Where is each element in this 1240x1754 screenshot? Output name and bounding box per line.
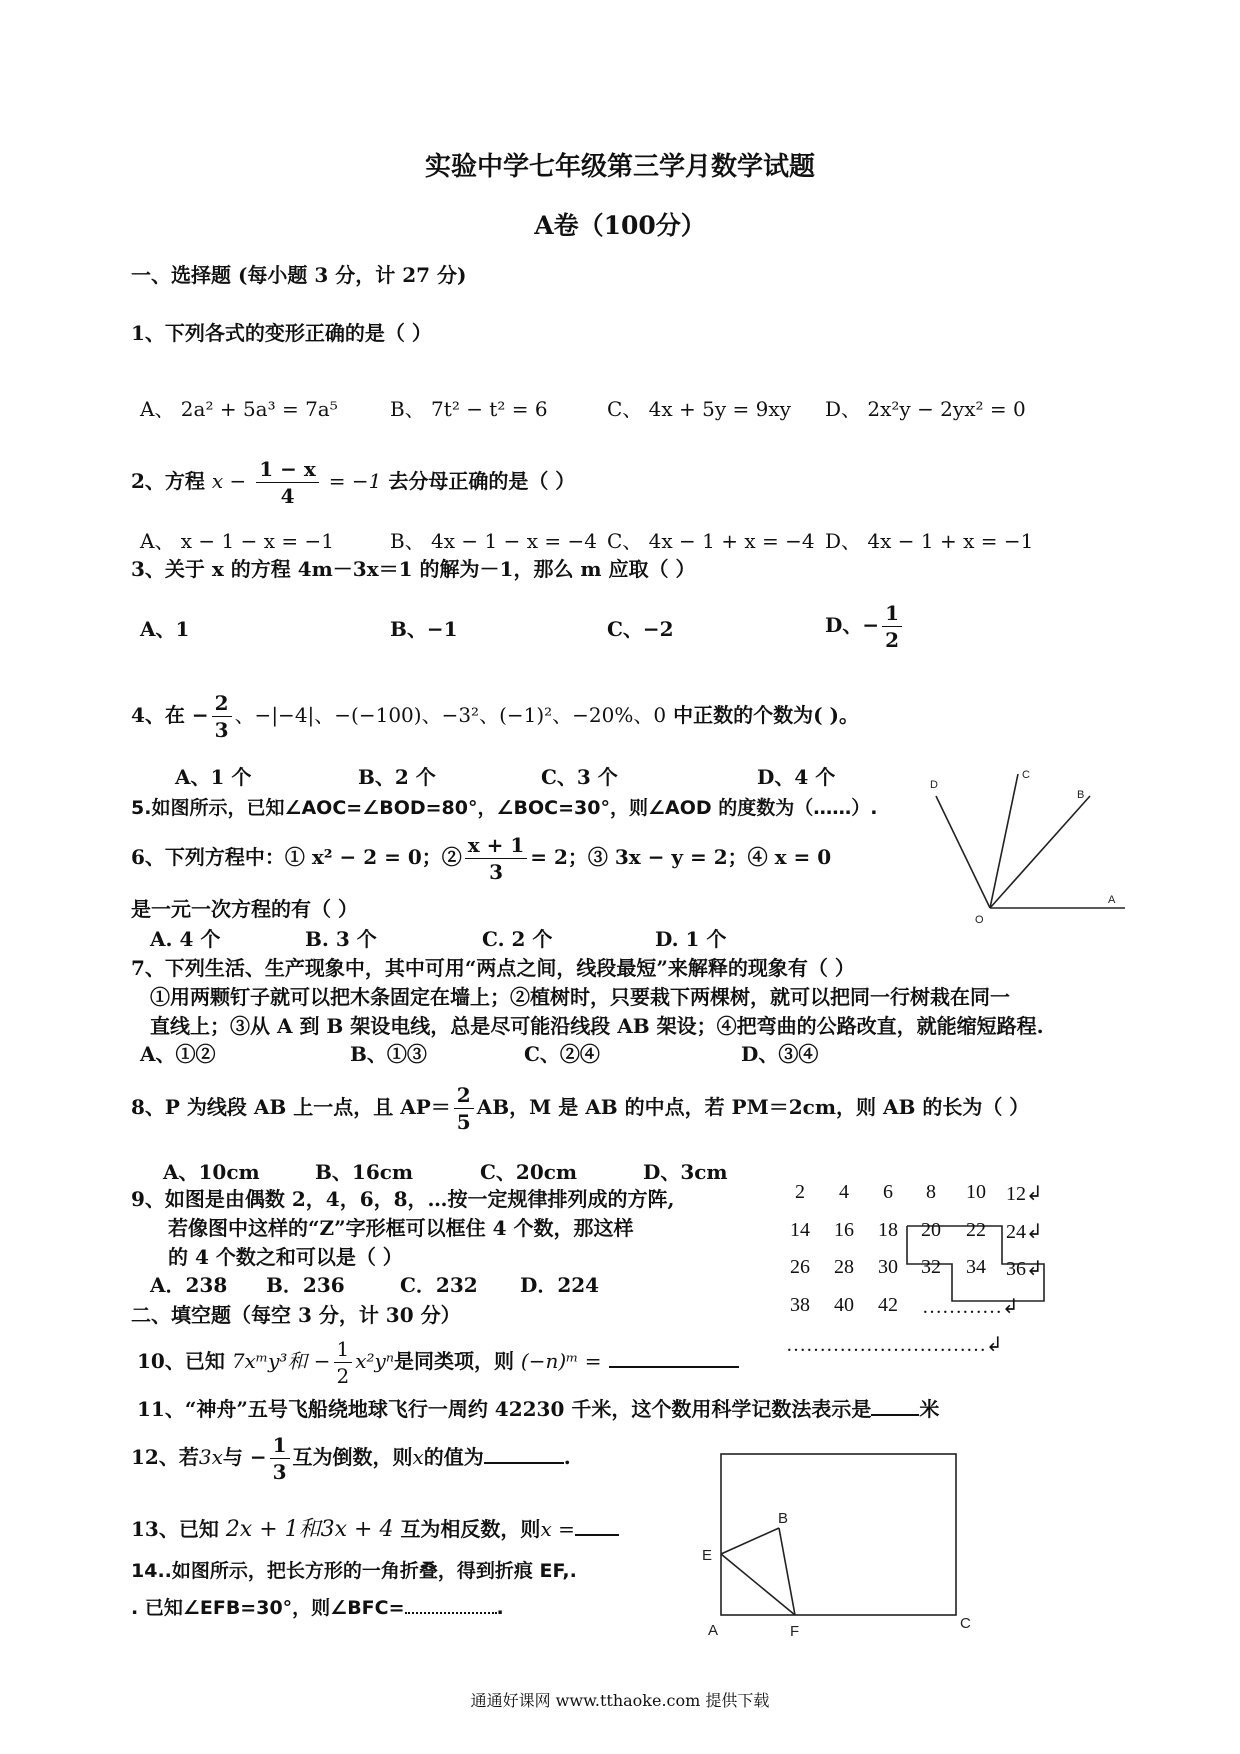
grid-cell: 14 — [790, 1219, 810, 1241]
segment-eb — [721, 1528, 779, 1554]
q6-fraction — [465, 832, 528, 885]
ray-ob — [990, 796, 1090, 908]
grid-cell: 40 — [834, 1294, 854, 1316]
q6-prefix: 6、下列方程中：① x² − 2 = 0；② — [131, 845, 462, 869]
question-5-stem: 5.如图所示，已知∠AOC=∠BOD=80°，∠BOC=30°，则∠AOD 的度数为（……）. — [131, 797, 878, 819]
ray-oc — [990, 774, 1018, 908]
question-7-option-a: A、①② — [140, 1042, 216, 1066]
ray-od — [936, 796, 990, 908]
q2-fraction — [256, 456, 319, 509]
grid-cell: 18 — [878, 1219, 898, 1241]
page-footer: 通通好课网 www.tthaoke.com 提供下载 — [470, 1691, 770, 1710]
question-10-stem — [137, 1336, 739, 1389]
q2-x-minus: x − — [211, 469, 247, 493]
question-6-option-a: A. 4 个 — [150, 927, 221, 951]
question-8-option-d: D、3cm — [643, 1160, 728, 1184]
q10-term1: 7xᵐy³和 − — [231, 1349, 331, 1373]
q12-suffix: 的值为 — [423, 1445, 484, 1469]
rectangle-abcd — [721, 1454, 956, 1615]
q2-numerator: 1 − x — [256, 456, 319, 483]
q10-numerator: 1 — [334, 1336, 353, 1363]
q11-unit: 米 — [919, 1397, 940, 1421]
question-2-option-d: D、 4x − 1 + x = −1 — [825, 529, 1034, 553]
question-9-option-b: B．236 — [266, 1273, 345, 1297]
label-f: F — [790, 1623, 800, 1640]
grid-cell: 2 — [795, 1181, 805, 1203]
question-14-line2 — [131, 1592, 504, 1621]
q4-fraction — [212, 690, 232, 743]
q6-suffix: = 2；③ 3x − y = 2；④ x = 0 — [530, 845, 832, 869]
grid-cell: 42 — [878, 1294, 898, 1316]
q12-x: x — [412, 1445, 424, 1469]
question-2-option-b: B、 4x − 1 − x = −4 — [390, 529, 597, 553]
q8-denominator: 5 — [456, 1110, 471, 1134]
page-title: 实验中学七年级第三学月数学试题 — [424, 152, 815, 182]
q4-denominator: 3 — [214, 718, 229, 742]
label-e: E — [702, 1547, 713, 1564]
question-8-stem — [131, 1082, 1029, 1135]
question-1-option-c: C、 4x + 5y = 9xy — [607, 397, 791, 421]
question-8-option-a: A、10cm — [163, 1160, 260, 1184]
q14-text: . 已知∠EFB=30°，则∠BFC= — [131, 1597, 405, 1619]
question-1-stem: 1、下列各式的变形正确的是（ ） — [131, 321, 432, 345]
q4-prefix: 4、在 − — [131, 703, 209, 727]
question-4-option-b: B、2 个 — [358, 765, 436, 789]
grid-cell: 30 — [878, 1256, 898, 1278]
q3-optd-numerator: 1 — [882, 600, 902, 627]
q12-answer-blank[interactable] — [484, 1442, 564, 1464]
q10-answer-blank[interactable] — [609, 1346, 739, 1368]
grid-dots-row: …………………………↲ — [786, 1334, 1003, 1356]
question-9-line3: 的 4 个数之和可以是（ ） — [168, 1245, 403, 1269]
angle-figure — [920, 760, 1135, 930]
label-d: D — [930, 779, 938, 791]
q6-numerator: x + 1 — [465, 832, 528, 859]
question-4-stem — [131, 690, 859, 743]
q8-suffix: AB，M 是 AB 的中点，若 PM＝2cm，则 AB 的长为（ ） — [476, 1095, 1030, 1119]
question-3-option-c: C、−2 — [607, 617, 674, 641]
section-heading-choice: 一、选择题 (每小题 3 分，计 27 分) — [131, 263, 467, 287]
section-heading-fill: 二、填空题（每空 3 分，计 30 分） — [131, 1303, 461, 1327]
q4-suffix: 中正数的个数为( )。 — [673, 703, 859, 727]
q11-answer-blank[interactable] — [871, 1394, 919, 1416]
question-11-stem — [137, 1394, 939, 1422]
grid-cell: 6 — [883, 1181, 893, 1203]
question-3-option-a: A、1 — [140, 617, 190, 641]
label-c: C — [960, 1615, 971, 1632]
question-7-line2: ①用两颗钉子就可以把木条固定在墙上；②植树时，只要栽下两棵树，就可以把同一行树栽在同一 — [150, 985, 1010, 1009]
q2-suffix: 去分母正确的是（ ） — [388, 469, 576, 493]
question-2-option-c: C、 4x − 1 + x = −4 — [607, 529, 815, 553]
q13-answer-blank[interactable] — [575, 1514, 619, 1536]
question-6-line2: 是一元一次方程的有（ ） — [131, 897, 358, 921]
q13-mid: 互为相反数，则 — [400, 1517, 541, 1541]
q12-numerator: 1 — [270, 1432, 290, 1459]
question-9-option-c: C．232 — [400, 1273, 478, 1297]
q6-denominator: 3 — [489, 860, 503, 884]
grid-cell: 28 — [834, 1256, 854, 1278]
q14-suffix: . — [496, 1597, 504, 1619]
q12-prefix: 12、若 — [131, 1445, 199, 1469]
question-14-line1: 14..如图所示，把长方形的一角折叠，得到折痕 EF,. — [131, 1560, 577, 1582]
question-6-option-b: B. 3 个 — [305, 927, 377, 951]
q3-optd-denominator: 2 — [885, 628, 900, 652]
question-9-line1: 9、如图是由偶数 2，4，6，8，…按一定规律排列成的方阵, — [131, 1187, 675, 1211]
question-6-stem — [131, 832, 831, 885]
segment-ef — [721, 1554, 795, 1615]
question-9-line2: 若像图中这样的“Z”字形框可以框住 4 个数，那这样 — [168, 1216, 634, 1240]
question-8-option-c: C、20cm — [480, 1160, 578, 1184]
q2-equals: = −1 — [328, 469, 382, 493]
grid-cell: …………↲ — [922, 1296, 1019, 1318]
grid-cell: 24↲ — [1006, 1221, 1043, 1243]
question-12-stem: 12、若3x与 − $\frac{1}{3}$ 互为倒数，则x的值为 . — [131, 1433, 571, 1484]
q13-expression: 2x + 1和3x + 4 — [225, 1517, 394, 1542]
label-b: B — [778, 1510, 789, 1527]
grid-cell: 4 — [839, 1181, 849, 1203]
grid-cell: 22 — [966, 1219, 986, 1241]
grid-cell: 26 — [790, 1256, 810, 1278]
q2-prefix: 2、方程 — [131, 469, 205, 493]
grid-cell: 32 — [921, 1256, 941, 1278]
fold-rectangle-figure — [700, 1440, 980, 1640]
question-9-option-d: D．224 — [520, 1273, 600, 1297]
q10-prefix: 10、已知 — [137, 1349, 225, 1373]
q8-prefix: 8、P 为线段 AB 上一点，且 AP＝ — [131, 1095, 451, 1119]
q10-denominator: 2 — [336, 1364, 350, 1388]
question-3-option-b: B、−1 — [390, 617, 458, 641]
q13-x: x = — [540, 1517, 575, 1541]
q13-prefix: 13、已知 — [131, 1517, 219, 1541]
question-7-line3: 直线上；③从 A 到 B 架设电线，总是尽可能沿线段 AB 架设；④把弯曲的公路改直，就能缩短路程. — [150, 1014, 1044, 1038]
question-13-stem — [131, 1514, 619, 1543]
q8-fraction — [454, 1082, 474, 1135]
question-6-option-c: C. 2 个 — [482, 927, 553, 951]
question-6-option-d: D. 1 个 — [655, 927, 727, 951]
label-c: C — [1022, 769, 1030, 781]
q10-expression: (−n)ᵐ = — [520, 1349, 602, 1373]
q12-term: 3x — [198, 1445, 223, 1469]
grid-cell: 8 — [926, 1181, 936, 1203]
grid-cell: 10 — [966, 1181, 986, 1203]
question-3-stem: 3、关于 x 的方程 4m－3x＝1 的解为－1，那么 m 应取（ ） — [131, 557, 696, 581]
q8-numerator: 2 — [454, 1082, 474, 1109]
grid-cell: 36↲ — [1006, 1258, 1043, 1280]
grid-cell: 20 — [921, 1219, 941, 1241]
q4-numerator: 2 — [212, 690, 232, 717]
question-7-option-d: D、③④ — [741, 1042, 819, 1066]
question-4-option-a: A、1 个 — [175, 765, 252, 789]
question-3-option-d — [825, 600, 905, 653]
q10-term2: x²yⁿ — [355, 1349, 394, 1373]
q11-text: 11、“神舟”五号飞船绕地球飞行一周约 42230 千米，这个数用科学记数法表示是 — [137, 1397, 872, 1421]
page-subtitle: A卷（100分） — [534, 211, 706, 240]
question-7-option-b: B、①③ — [350, 1042, 427, 1066]
q12-fraction — [270, 1432, 290, 1485]
q2-denominator: 4 — [280, 484, 295, 508]
q10-mid: 是同类项，则 — [393, 1349, 514, 1373]
question-8-option-b: B、16cm — [315, 1160, 414, 1184]
q12-denominator: 3 — [272, 1460, 287, 1484]
question-1-option-a: A、 2a² + 5a³ = 7a⁵ — [140, 397, 338, 421]
question-9-option-a: A．238 — [150, 1273, 228, 1297]
question-4-option-c: C、3 个 — [541, 765, 618, 789]
q14-answer-blank[interactable] — [405, 1592, 497, 1614]
q4-number-list: 、−|−4|、−(−100)、−3²、(−1)²、−20%、0 — [234, 703, 667, 727]
q3-optd-fraction — [882, 600, 902, 653]
even-number-grid — [780, 1176, 1060, 1366]
question-1-option-b: B、 7t² − t² = 6 — [390, 397, 548, 421]
grid-cell: 38 — [790, 1294, 810, 1316]
grid-cell: 12↲ — [1006, 1183, 1043, 1205]
question-2-stem — [131, 456, 575, 509]
grid-cell: 34 — [966, 1256, 986, 1278]
question-7-option-c: C、②④ — [524, 1042, 600, 1066]
label-b: B — [1077, 789, 1085, 801]
question-4-option-d: D、4 个 — [757, 765, 836, 789]
question-2-option-a: A、 x − 1 − x = −1 — [140, 529, 334, 553]
q12-mid2: 互为倒数，则 — [292, 1445, 413, 1469]
label-a: A — [1108, 894, 1116, 906]
grid-cell: 16 — [834, 1219, 854, 1241]
q12-mid1: 与 − — [222, 1445, 267, 1469]
label-o: O — [975, 914, 984, 926]
segment-bf — [779, 1528, 795, 1615]
label-a: A — [708, 1622, 719, 1639]
q10-fraction — [334, 1336, 353, 1389]
q3-optd-label: D、− — [825, 613, 880, 637]
question-7-stem: 7、下列生活、生产现象中，其中可用“两点之间，线段最短”来解释的现象有（ ） — [131, 956, 855, 980]
question-1-option-d: D、 2x²y − 2yx² = 0 — [825, 397, 1026, 421]
